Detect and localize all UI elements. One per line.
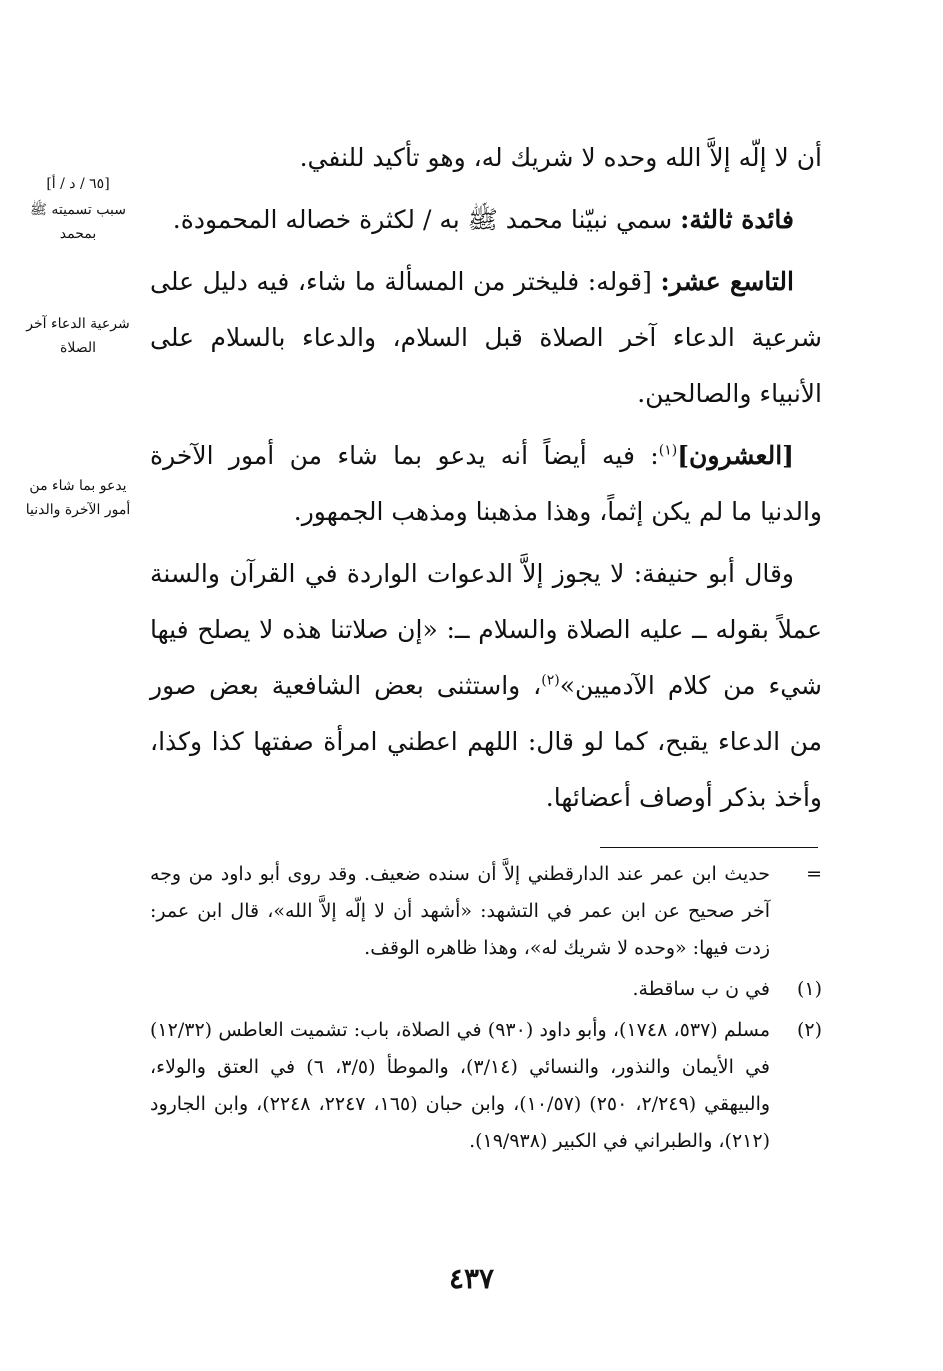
paragraph-2-text: سمي نبيّنا محمد ﷺ به / لكثرة خصاله المحمودة. <box>172 205 681 234</box>
footnote-number: (٢) <box>796 1019 822 1041</box>
footnote-continued <box>150 856 822 967</box>
paragraph-3-lead: التاسع عشر: <box>660 267 794 296</box>
footnote-number: (١) <box>796 978 822 1000</box>
paragraph-2 <box>150 192 822 248</box>
paragraph-5-text-a: وقال أبو حنيفة: لا يجوز إلاَّ الدعوات الواردة في القرآن والسنة عملاً بقوله ــ عليه الصلاة والسلام ــ: «إن صلاتنا هذه لا يصلح فيها شيء من كلام الآدميين» <box>150 559 822 700</box>
margin-note-prayer-dua: شرعية الدعاء آخر الصلاة <box>26 316 130 356</box>
footnote-divider <box>600 847 818 848</box>
footnotes <box>150 856 822 1164</box>
footnote-marker: = <box>806 863 822 885</box>
paragraph-5 <box>150 546 822 826</box>
paragraph-5-text-b: ، واستثنى بعض الشافعية بعض صور من الدعاء يقبح، كما لو قال: اللهم اعطني امرأة صفتها كذا وكذا، وأخذ بذكر أوصاف أعضائها. <box>150 671 822 812</box>
paragraph-4-lead: [العشرون] <box>677 441 794 470</box>
margin-note-dua-matters: يدعو بما شاء من أمور الآخرة والدنيا <box>25 478 131 518</box>
footnote-ref-1[interactable]: (١) <box>658 442 678 459</box>
main-text <box>150 130 822 832</box>
footnote-text: حديث ابن عمر عند الدارقطني إلاَّ أن سنده ضعيف. وقد روى أبو داود من وجه آخر صحيح عن ابن عمر في التشهد: «أشهد أن لا إلّه إلاَّ الله»، قال ابن عمر: زدت فيها: «وحده لا شريك له»، وهذا ظاهره الوقف. <box>150 863 770 959</box>
paragraph-1: أن لا إلّه إلاَّ الله وحده لا شريك له، وهو تأكيد للنفي. <box>299 143 822 172</box>
margin-note-naming: سبب تسميته ﷺ بمحمد <box>30 202 126 242</box>
footnote-2 <box>150 1012 822 1160</box>
paragraph-3 <box>150 254 822 422</box>
footnote-1 <box>150 971 822 1008</box>
paragraph-4-text: : فيه أيضاً أنه يدعو بما شاء من أمور الآخرة والدنيا ما لم يكن إثماً، وهذا مذهبنا ومذهب الجمهور. <box>150 441 822 526</box>
footnote-ref-2[interactable]: (٢) <box>541 672 560 689</box>
page-number: ٤٣٧ <box>448 1262 495 1295</box>
footnote-text: مسلم (٥٣٧، ١٧٤٨)، وأبو داود (٩٣٠) في الصلاة، باب: تشميت العاطس (١٢/٣٢) في الأيمان والنذور، والنسائي (٣/١٤)، والموطأ (٣/٥، ٦) في العتق والولاء، والبيهقي (٢/٢٤٩، ٢٥٠) (١٠/٥٧)، وابن حبان (١٦٥، ٢٢٤٧، ٢٢٤٨)، وابن الجارود (٢١٢)، والطبراني في الكبير (١٩/٩٣٨). <box>150 1019 771 1152</box>
paragraph-3-text: [قوله: فليختر من المسألة ما شاء، فيه دليل على شرعية الدعاء آخر الصلاة قبل السلام، والدعاء بالسلام على الأنبياء والصالحين. <box>150 267 822 408</box>
paragraph-4 <box>150 428 822 540</box>
footnote-text: في ن ب ساقطة. <box>632 978 770 1000</box>
folio-reference: [٦٥ / د / أ] <box>46 176 110 192</box>
paragraph-2-lead: فائدة ثالثة: <box>680 205 794 234</box>
